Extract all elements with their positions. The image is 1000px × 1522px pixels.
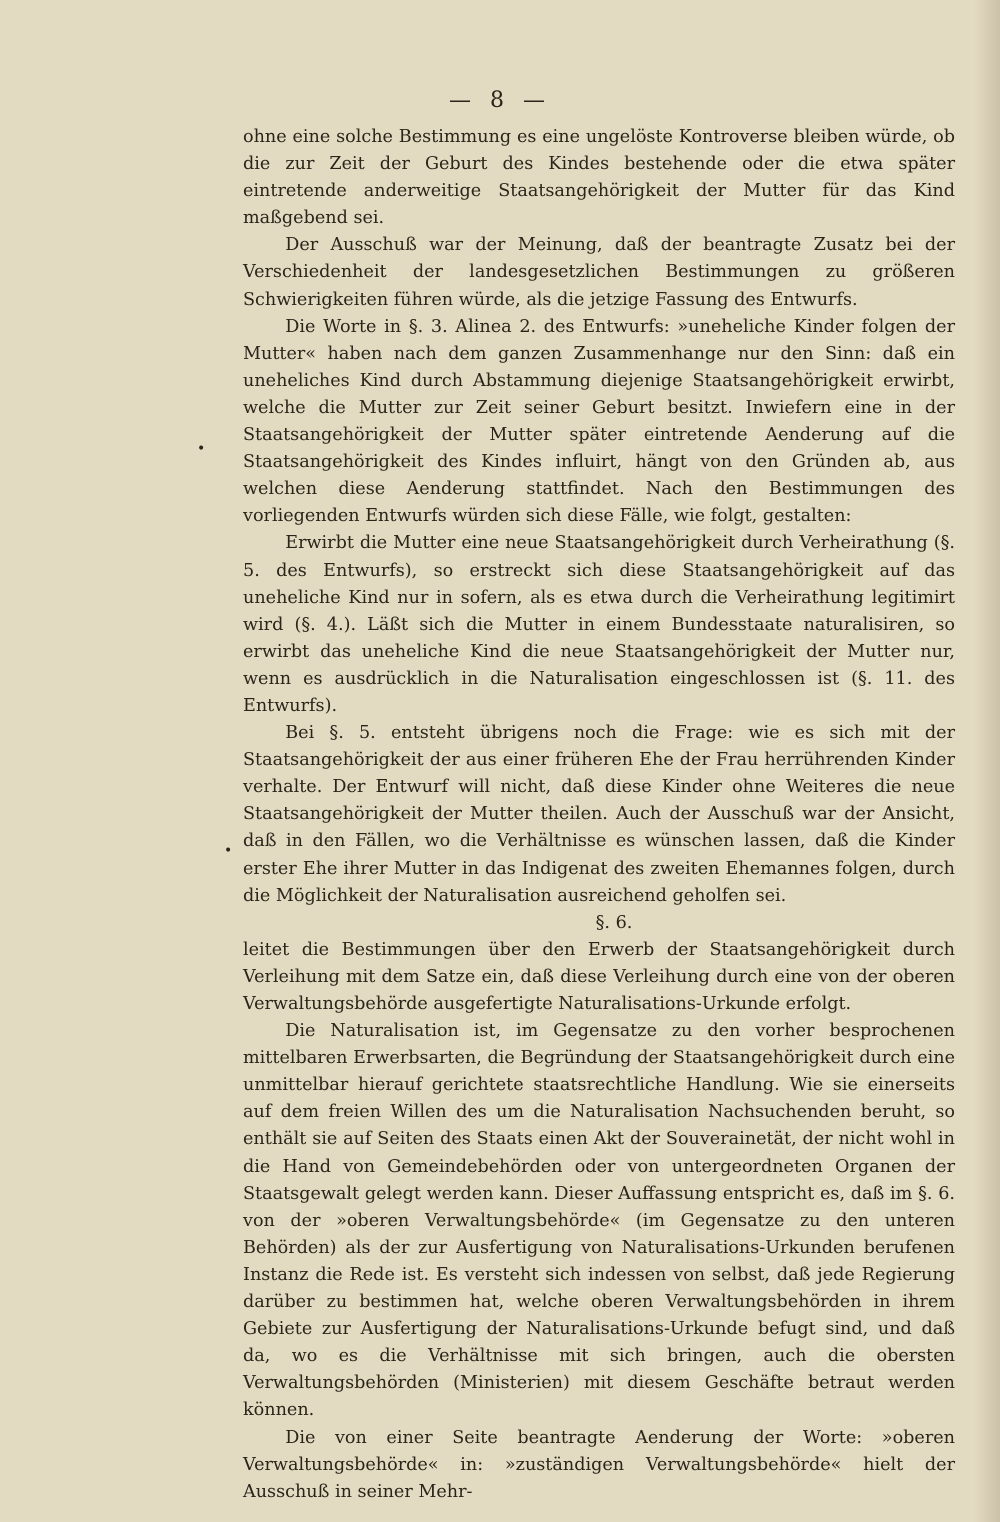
paragraph: ohne eine solche Bestimmung es eine ungelöste Kontroverse bleiben würde, ob die zur Zeit der Geburt des Kindes bestehende oder die etwa später eintretende anderweitige Staatsangehörigkeit der Mutter für das Kind maßgebend sei. (243, 127, 955, 229)
paragraph: Die Naturalisation ist, im Gegensatze zu den vorher besprochenen mittelbaren Erwerbsarten, die Begründung der Staatsangehörigkeit durch eine unmittelbar hierauf gerichtete staatsrechtliche Handlung. Wie sie einerseits auf dem freien Willen des um die Naturalisation Nachsuchenden beruht, so enthält sie auf Seiten des Staats einen Akt der Souverainetät, der nicht wohl in die Hand von Gemeindebehörden oder von untergeordneten Organen der Staatsgewalt gelegt werden kann. Dieser Auffassung entspricht es, daß im §. 6. von der »oberen Verwaltungsbehörde« (im Gegensatze zu den unteren Behörden) als der zur Ausfertigung von Naturalisations-Urkunden berufenen Instanz die Rede ist. Es versteht sich indessen von selbst, daß jede Regierung darüber zu bestimmen hat, welche oberen Verwaltungsbehörden in ihrem Gebiete zur Ausfertigung der Naturalisations-Urkunde befugt sind, und daß da, wo es die Verhältnisse mit sich bringen, auch die obersten Verwaltungsbehörden (Ministerien) mit diesem Geschäfte betraut werden können. (243, 1021, 955, 1421)
page-edge-shadow (974, 0, 1000, 1522)
section-heading: §. 6. (595, 912, 633, 933)
paragraph: Erwirbt die Mutter eine neue Staatsangehörigkeit durch Verheirathung (§. 5. des Entwurfs), so erstreckt sich diese Staatsangehörigkeit auf das uneheliche Kind nur in sofern, als es etwa durch die Verheirathung legitimirt wird (§. 4.). Läßt sich die Mutter in einem Bundesstaate naturalisiren, so erwirbt das uneheliche Kind die neue Staatsangehörigkeit der Mutter nur, wenn es ausdrücklich in die Naturalisation eingeschlossen ist (§. 11. des Entwurfs). (243, 533, 955, 716)
margin-dot: • (197, 441, 206, 457)
paragraph: leitet die Bestimmungen über den Erwerb der Staatsangehörigkeit durch Verleihung mit dem Satze ein, daß diese Verleihung durch eine von der oberen Verwaltungsbehörde ausgefertigte Naturalisations-Urkunde erfolgt. (243, 939, 955, 1014)
page-number: — 8 — (449, 88, 551, 113)
paragraph: Bei §. 5. entsteht übrigens noch die Frage: wie es sich mit der Staatsangehörigkeit der aus einer früheren Ehe der Frau herrührenden Kinder verhalte. Der Entwurf will nicht, daß diese Kinder ohne Weiteres die neue Staatsangehörigkeit der Mutter theilen. Auch der Ausschuß war der Ansicht, daß in den Fällen, wo die Verhältnisse es wünschen lassen, daß die Kinder erster Ehe ihrer Mutter in das Indigenat des zweiten Ehemannes folgen, durch die Möglichkeit der Naturalisation ausreichend geholfen sei. (243, 723, 955, 906)
paragraph: Die Worte in §. 3. Alinea 2. des Entwurfs: »uneheliche Kinder folgen der Mutter« haben nach dem ganzen Zusammenhange nur den Sinn: daß ein uneheliches Kind durch Abstammung diejenige Staatsangehörigkeit erwirbt, welche die Mutter zur Zeit seiner Geburt besitzt. Inwiefern eine in der Staatsangehörigkeit der Mutter später eintretende Aenderung auf die Staatsangehörigkeit des Kindes influirt, hängt von den Gründen ab, aus welchen diese Aenderung stattfindet. Nach den Bestimmungen des vorliegenden Entwurfs würden sich diese Fälle, wie folgt, gestalten: (243, 316, 955, 527)
margin-dot: • (224, 843, 233, 859)
body-text (243, 124, 955, 1506)
paragraph: Die von einer Seite beantragte Aenderung der Worte: »oberen Verwaltungsbehörde« in: »zuständigen Verwaltungsbehörde« hielt der Ausschuß in seiner Mehr- (243, 1427, 955, 1502)
paragraph: Der Ausschuß war der Meinung, daß der beantragte Zusatz bei der Verschiedenheit der landesgesetzlichen Bestimmungen zu größeren Schwierigkeiten führen würde, als die jetzige Fassung des Entwurfs. (243, 235, 955, 310)
